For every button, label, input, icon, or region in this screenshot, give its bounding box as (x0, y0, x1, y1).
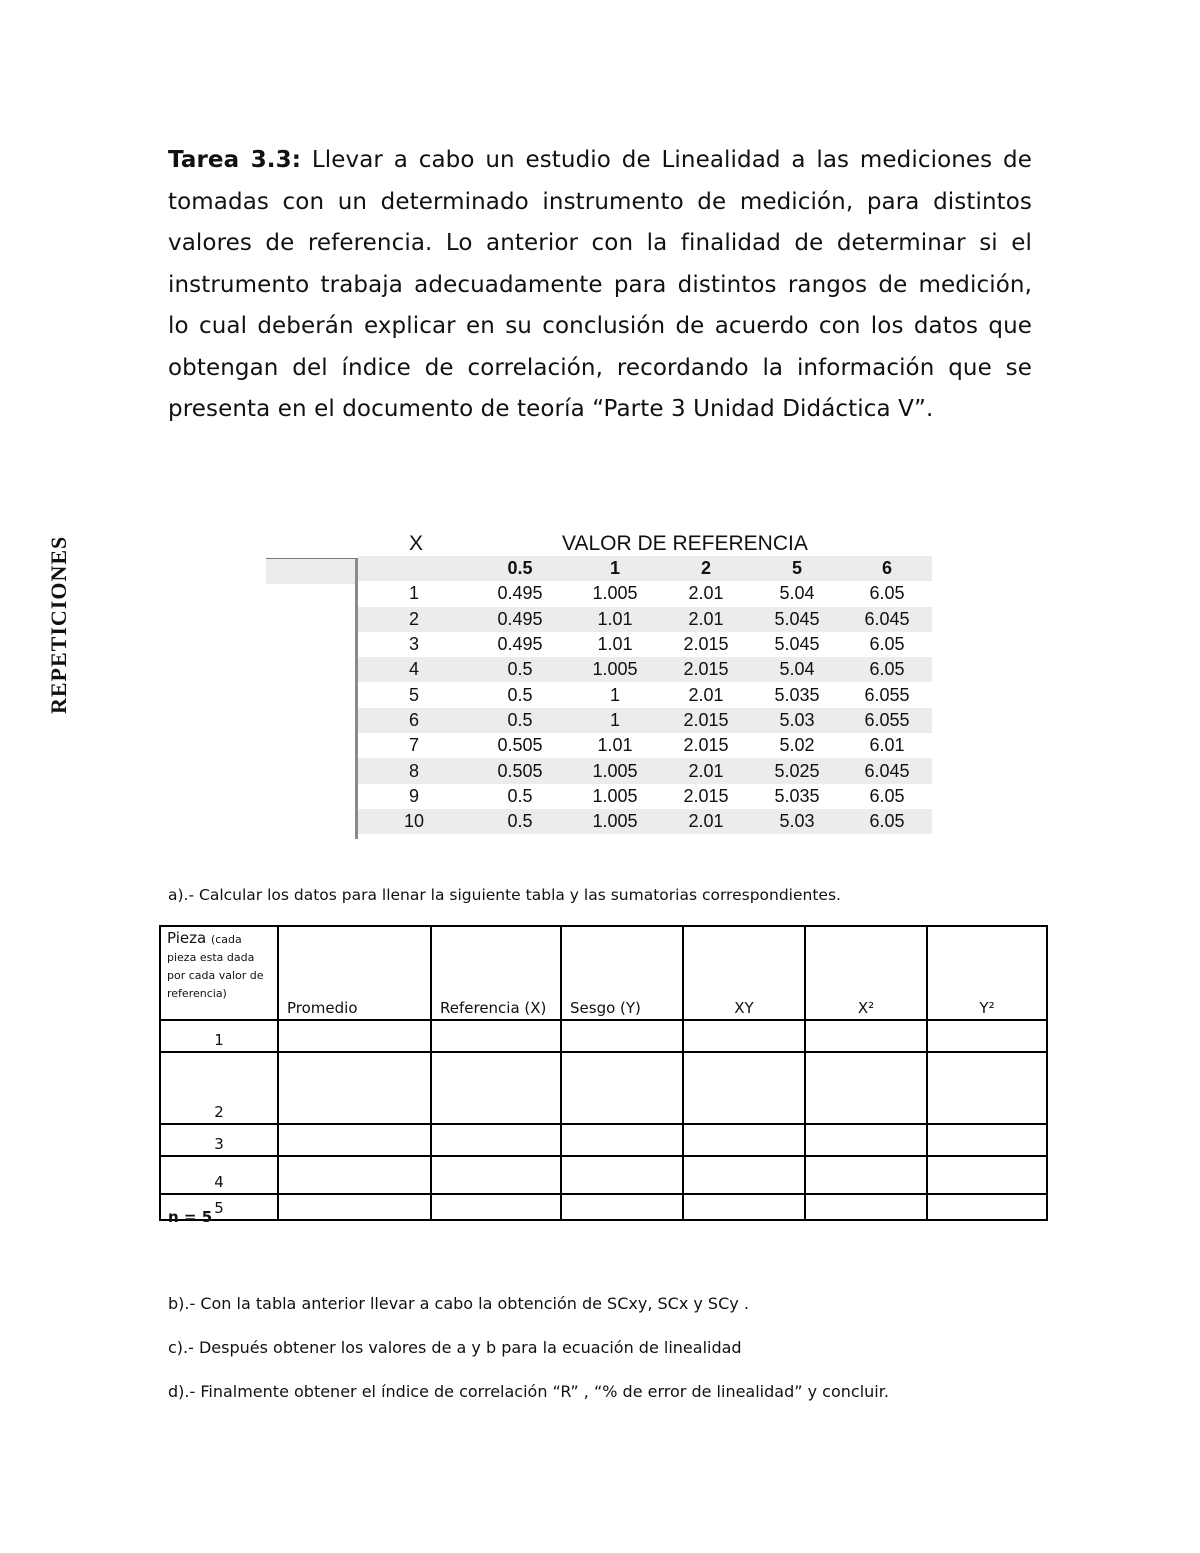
reference-cell: 5.035 (774, 785, 820, 806)
reference-cell: 0.5 (507, 684, 533, 705)
task-paragraph (168, 140, 1032, 431)
reference-cell: 1.01 (597, 735, 633, 756)
reference-cell: 5.03 (752, 708, 842, 733)
calc-empty-cell[interactable] (278, 1052, 431, 1124)
promedio-header: Promedio (278, 926, 431, 1020)
reference-row (358, 607, 932, 632)
pieza-number: 4 (160, 1156, 278, 1194)
reference-header-cell: 1 (570, 556, 660, 581)
calc-empty-cell[interactable] (805, 1052, 927, 1124)
calc-row (160, 1020, 1047, 1052)
reference-cell: 5 (408, 684, 419, 705)
calc-empty-cell[interactable] (805, 1156, 927, 1194)
reference-header-cell: 2 (660, 556, 752, 581)
reference-cell: 5.035 (774, 684, 820, 705)
reference-cell: 1.005 (570, 809, 660, 834)
reference-cell: 2.015 (660, 708, 752, 733)
pieza-number: 3 (160, 1124, 278, 1156)
reference-cell: 2.01 (688, 684, 724, 705)
reference-cell: 6.05 (869, 583, 905, 604)
task-label: Tarea 3.3: (168, 147, 302, 173)
reference-cell: 5.04 (779, 583, 815, 604)
corner-shade (266, 559, 355, 584)
reference-cell: 1.005 (592, 583, 638, 604)
reference-row (358, 758, 932, 783)
reference-cell: 2.015 (683, 785, 729, 806)
reference-cell: 0.505 (470, 758, 570, 783)
reference-cell: 0.505 (497, 735, 543, 756)
reference-cell: 6.055 (864, 684, 910, 705)
calc-empty-cell[interactable] (683, 1124, 805, 1156)
reference-row (358, 733, 932, 758)
reference-cell: 6.05 (869, 634, 905, 655)
x2-header: X² (805, 926, 927, 1020)
reference-cell: 6.045 (842, 758, 932, 783)
reference-row (358, 682, 932, 707)
reference-cell: 10 (358, 809, 470, 834)
calc-empty-cell[interactable] (278, 1194, 431, 1220)
calc-empty-cell[interactable] (683, 1156, 805, 1194)
reference-cell: 0.5 (470, 809, 570, 834)
reference-cell: 5.03 (752, 809, 842, 834)
calc-empty-cell[interactable] (561, 1156, 683, 1194)
pieza-number: 2 (160, 1052, 278, 1124)
calc-row (160, 1052, 1047, 1124)
reference-cell: 0.5 (507, 785, 533, 806)
reference-cell: 0.495 (497, 583, 543, 604)
reference-cell: 1 (570, 708, 660, 733)
calc-empty-cell[interactable] (561, 1124, 683, 1156)
calc-empty-cell[interactable] (805, 1020, 927, 1052)
sesgo-header: Sesgo (Y) (561, 926, 683, 1020)
reference-cell: 1.005 (570, 758, 660, 783)
pieza-number: 1 (160, 1020, 278, 1052)
reference-value-label: VALOR DE REFERENCIA (562, 532, 808, 555)
reference-cell: 6.045 (842, 607, 932, 632)
n-label: n = 5 (168, 1208, 213, 1226)
reference-cell: 1.01 (597, 634, 633, 655)
reference-row (358, 809, 932, 834)
reference-header-row (358, 556, 932, 581)
part-c-instruction: c).- Después obtener los valores de a y b para la ecuación de linealidad (168, 1338, 742, 1357)
reference-header-cell: 0.5 (470, 556, 570, 581)
reference-cell: 5.02 (779, 735, 815, 756)
calc-empty-cell[interactable] (805, 1124, 927, 1156)
reference-cell: 5.045 (774, 634, 820, 655)
referencia-header: Referencia (X) (431, 926, 561, 1020)
calc-empty-cell[interactable] (431, 1020, 561, 1052)
reference-cell: 0.5 (470, 657, 570, 682)
part-d-instruction: d).- Finalmente obtener el índice de correlación “R” , “% de error de linealidad” y concluir. (168, 1382, 889, 1401)
reference-cell: 6 (358, 708, 470, 733)
reference-cell: 1 (408, 583, 419, 604)
reference-cell: 6.05 (842, 809, 932, 834)
calc-empty-cell[interactable] (927, 1052, 1047, 1124)
reference-cell: 2.015 (660, 657, 752, 682)
reference-cell: 5.025 (752, 758, 842, 783)
reference-row (358, 657, 932, 682)
reference-cell: 1 (609, 684, 620, 705)
reference-header-cell: 5 (752, 556, 842, 581)
xy-header: XY (683, 926, 805, 1020)
reference-cell: 2.01 (660, 758, 752, 783)
reference-cell: 6.05 (842, 657, 932, 682)
calc-header-row (160, 926, 1047, 1020)
reference-cell: 2.01 (688, 583, 724, 604)
x-label: X (408, 532, 423, 555)
calc-empty-cell[interactable] (278, 1124, 431, 1156)
pieza-note: (cada pieza esta dada por cada valor de referencia) (167, 933, 264, 1000)
reference-header-cell (358, 556, 470, 581)
calc-row (160, 1124, 1047, 1156)
reference-row (358, 581, 932, 606)
calc-row (160, 1156, 1047, 1194)
calc-empty-cell[interactable] (431, 1194, 561, 1220)
reference-row (358, 784, 932, 809)
reference-cell: 2.015 (683, 634, 729, 655)
reference-cell: 6.055 (842, 708, 932, 733)
repetitions-label: REPETICIONES (46, 535, 71, 714)
reference-row (358, 708, 932, 733)
reference-row (358, 632, 932, 657)
reference-cell: 6.01 (869, 735, 905, 756)
calc-row (160, 1194, 1047, 1220)
pieza-number: 5 (160, 1194, 278, 1220)
pieza-header: Pieza (cada pieza esta dada por cada valor de referencia) (160, 926, 278, 1020)
reference-cell: 6.05 (869, 785, 905, 806)
calc-empty-cell[interactable] (927, 1194, 1047, 1220)
calc-empty-cell[interactable] (805, 1194, 927, 1220)
calc-empty-cell[interactable] (683, 1052, 805, 1124)
reference-cell: 9 (408, 785, 419, 806)
calculation-table (159, 925, 1048, 1221)
reference-cell: 8 (358, 758, 470, 783)
reference-cell: 0.495 (497, 634, 543, 655)
task-text: Llevar a cabo un estudio de Linealidad a las mediciones de tomadas con un determinado instrumento de medición, para distintos valores de referencia. Lo anterior con la finalidad de determinar si el instrumento trabaja adecuadamente para distintos rangos de medición, lo cual deberán explicar en su conclusión de acuerdo con los datos que obtengan del índice de correlación, recordando la información que se presenta en el documento de teoría “Parte 3 Unidad Didáctica V”. (168, 147, 1033, 422)
calc-empty-cell[interactable] (561, 1020, 683, 1052)
calc-empty-cell[interactable] (561, 1194, 683, 1220)
calc-empty-cell[interactable] (927, 1020, 1047, 1052)
calc-empty-cell[interactable] (683, 1194, 805, 1220)
reference-cell: 5.04 (752, 657, 842, 682)
y2-header: Y² (927, 926, 1047, 1020)
calc-empty-cell[interactable] (927, 1124, 1047, 1156)
calc-empty-cell[interactable] (927, 1156, 1047, 1194)
part-a-instruction: a).- Calcular los datos para llenar la siguiente tabla y las sumatorias correspondientes. (168, 886, 841, 904)
reference-cell: 1.005 (592, 785, 638, 806)
calc-empty-cell[interactable] (683, 1020, 805, 1052)
reference-data-table (358, 556, 932, 834)
reference-header-cell: 6 (842, 556, 932, 581)
reference-cell: 0.5 (470, 708, 570, 733)
reference-cell: 3 (408, 634, 419, 655)
part-b-instruction: b).- Con la tabla anterior llevar a cabo la obtención de SCxy, SCx y SCy . (168, 1294, 749, 1313)
reference-cell: 4 (358, 657, 470, 682)
reference-cell: 7 (408, 735, 419, 756)
reference-cell: 2.015 (683, 735, 729, 756)
reference-cell: 2 (358, 607, 470, 632)
reference-cell: 5.045 (752, 607, 842, 632)
reference-cell: 1.01 (570, 607, 660, 632)
calc-empty-cell[interactable] (561, 1052, 683, 1124)
calc-empty-cell[interactable] (431, 1124, 561, 1156)
reference-cell: 0.495 (470, 607, 570, 632)
calc-empty-cell[interactable] (431, 1052, 561, 1124)
reference-cell: 2.01 (660, 607, 752, 632)
calc-empty-cell[interactable] (431, 1156, 561, 1194)
reference-cell: 2.01 (660, 809, 752, 834)
reference-cell: 1.005 (570, 657, 660, 682)
calc-empty-cell[interactable] (278, 1156, 431, 1194)
calc-empty-cell[interactable] (278, 1020, 431, 1052)
